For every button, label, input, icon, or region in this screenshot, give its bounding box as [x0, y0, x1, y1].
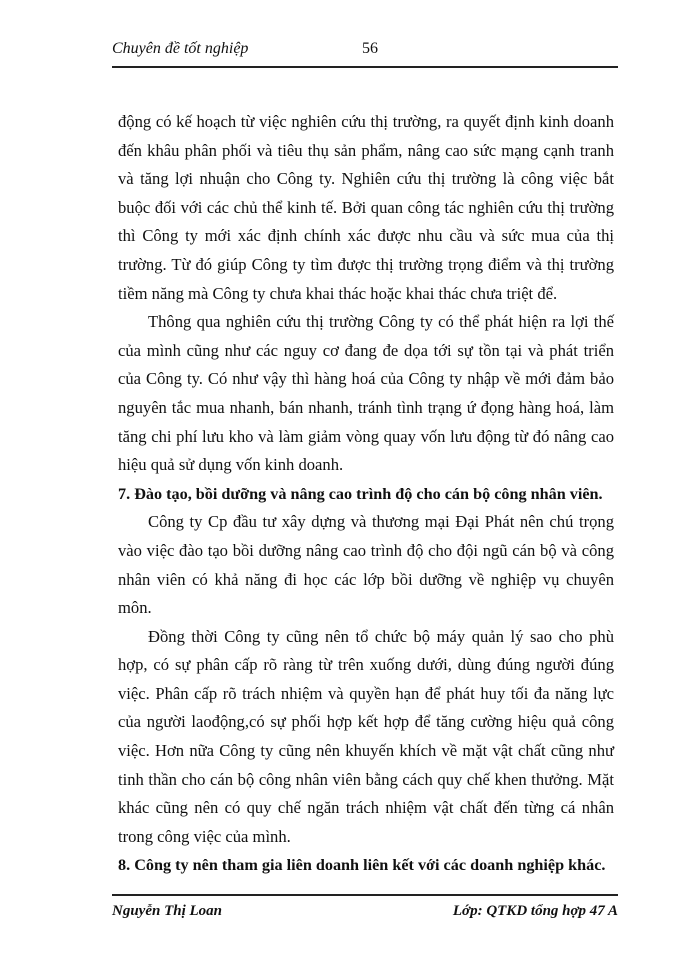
page-number: 56 [362, 40, 378, 57]
paragraph-1: động có kế hoạch từ việc nghiên cứu thị trường, ra quyết định kinh doanh đến khâu phân phối và tiêu thụ sản phẩm, nâng cao sức mạng cạnh tranh và tăng lợi nhuận cho Công ty. Nghiên cứu thị trường là công việc bắt buộc đối với các chủ thể kinh tế. Bởi quan công tác nghiên cứu thị trường thì Công ty mới xác định chính xác được nhu cầu và sức mua của thị trường. Từ đó giúp Công ty tìm được thị trường trọng điểm và thị trường tiềm năng mà Công ty chưa khai thác hoặc khai thác chưa triệt để. [118, 112, 614, 303]
paragraph-2: Thông qua nghiên cứu thị trường Công ty có thể phát hiện ra lợi thế của mình cũng như các nguy cơ đang đe dọa tới sự tồn tại và phát triển của Công ty. Có như vậy thì hàng hoá của Công ty nhập về mới đảm bảo nguyên tắc mua nhanh, bán nhanh, tránh tình trạng ứ đọng hàng hoá, làm tăng chi phí lưu kho và làm giảm vòng quay vốn lưu động từ đó nâng cao hiệu quả sử dụng vốn kinh doanh. [118, 312, 614, 475]
footer-author: Nguyễn Thị Loan [112, 903, 223, 919]
section-heading-7: 7. Đào tạo, bồi dưỡng và nâng cao trình độ cho cán bộ công nhân viên. [118, 484, 603, 503]
section-heading-8: 8. Công ty nên tham gia liên doanh liên kết với các doanh nghiệp khác. [118, 856, 606, 875]
header-title: Chuyên đề tốt nghiệp [112, 40, 249, 57]
page-footer [112, 894, 618, 926]
footer-class: Lớp: QTKD tổng hợp 47 A [452, 903, 618, 919]
paragraph-4: Đồng thời Công ty cũng nên tổ chức bộ máy quản lý sao cho phù hợp, có sự phân cấp rõ ràng từ trên xuống dưới, dùng đúng người đúng việc. Phân cấp rõ trách nhiệm và quyền hạn để phát huy tối đa năng lực của người laođộng,có sự phối hợp kết hợp để tăng cường hiệu quả công việc. Hơn nữa Công ty cũng nên khuyến khích về mặt vật chất cũng như tinh thần cho cán bộ công nhân viên bằng cách quy chế khen thưởng. Mặt khác cũng nên có quy chế ngăn trách nhiệm vật chất đến từng cá nhân trong công việc của mình. [118, 626, 614, 846]
document-body [118, 108, 614, 880]
paragraph-3: Công ty Cp đầu tư xây dựng và thương mại Đại Phát nên chú trọng vào việc đào tạo bồi dưỡng nâng cao trình độ cho đội ngũ cán bộ và công nhân viên có khả năng đi học các lớp bồi dưỡng về nghiệp vụ chuyên môn. [118, 512, 614, 618]
page-header [112, 38, 618, 68]
